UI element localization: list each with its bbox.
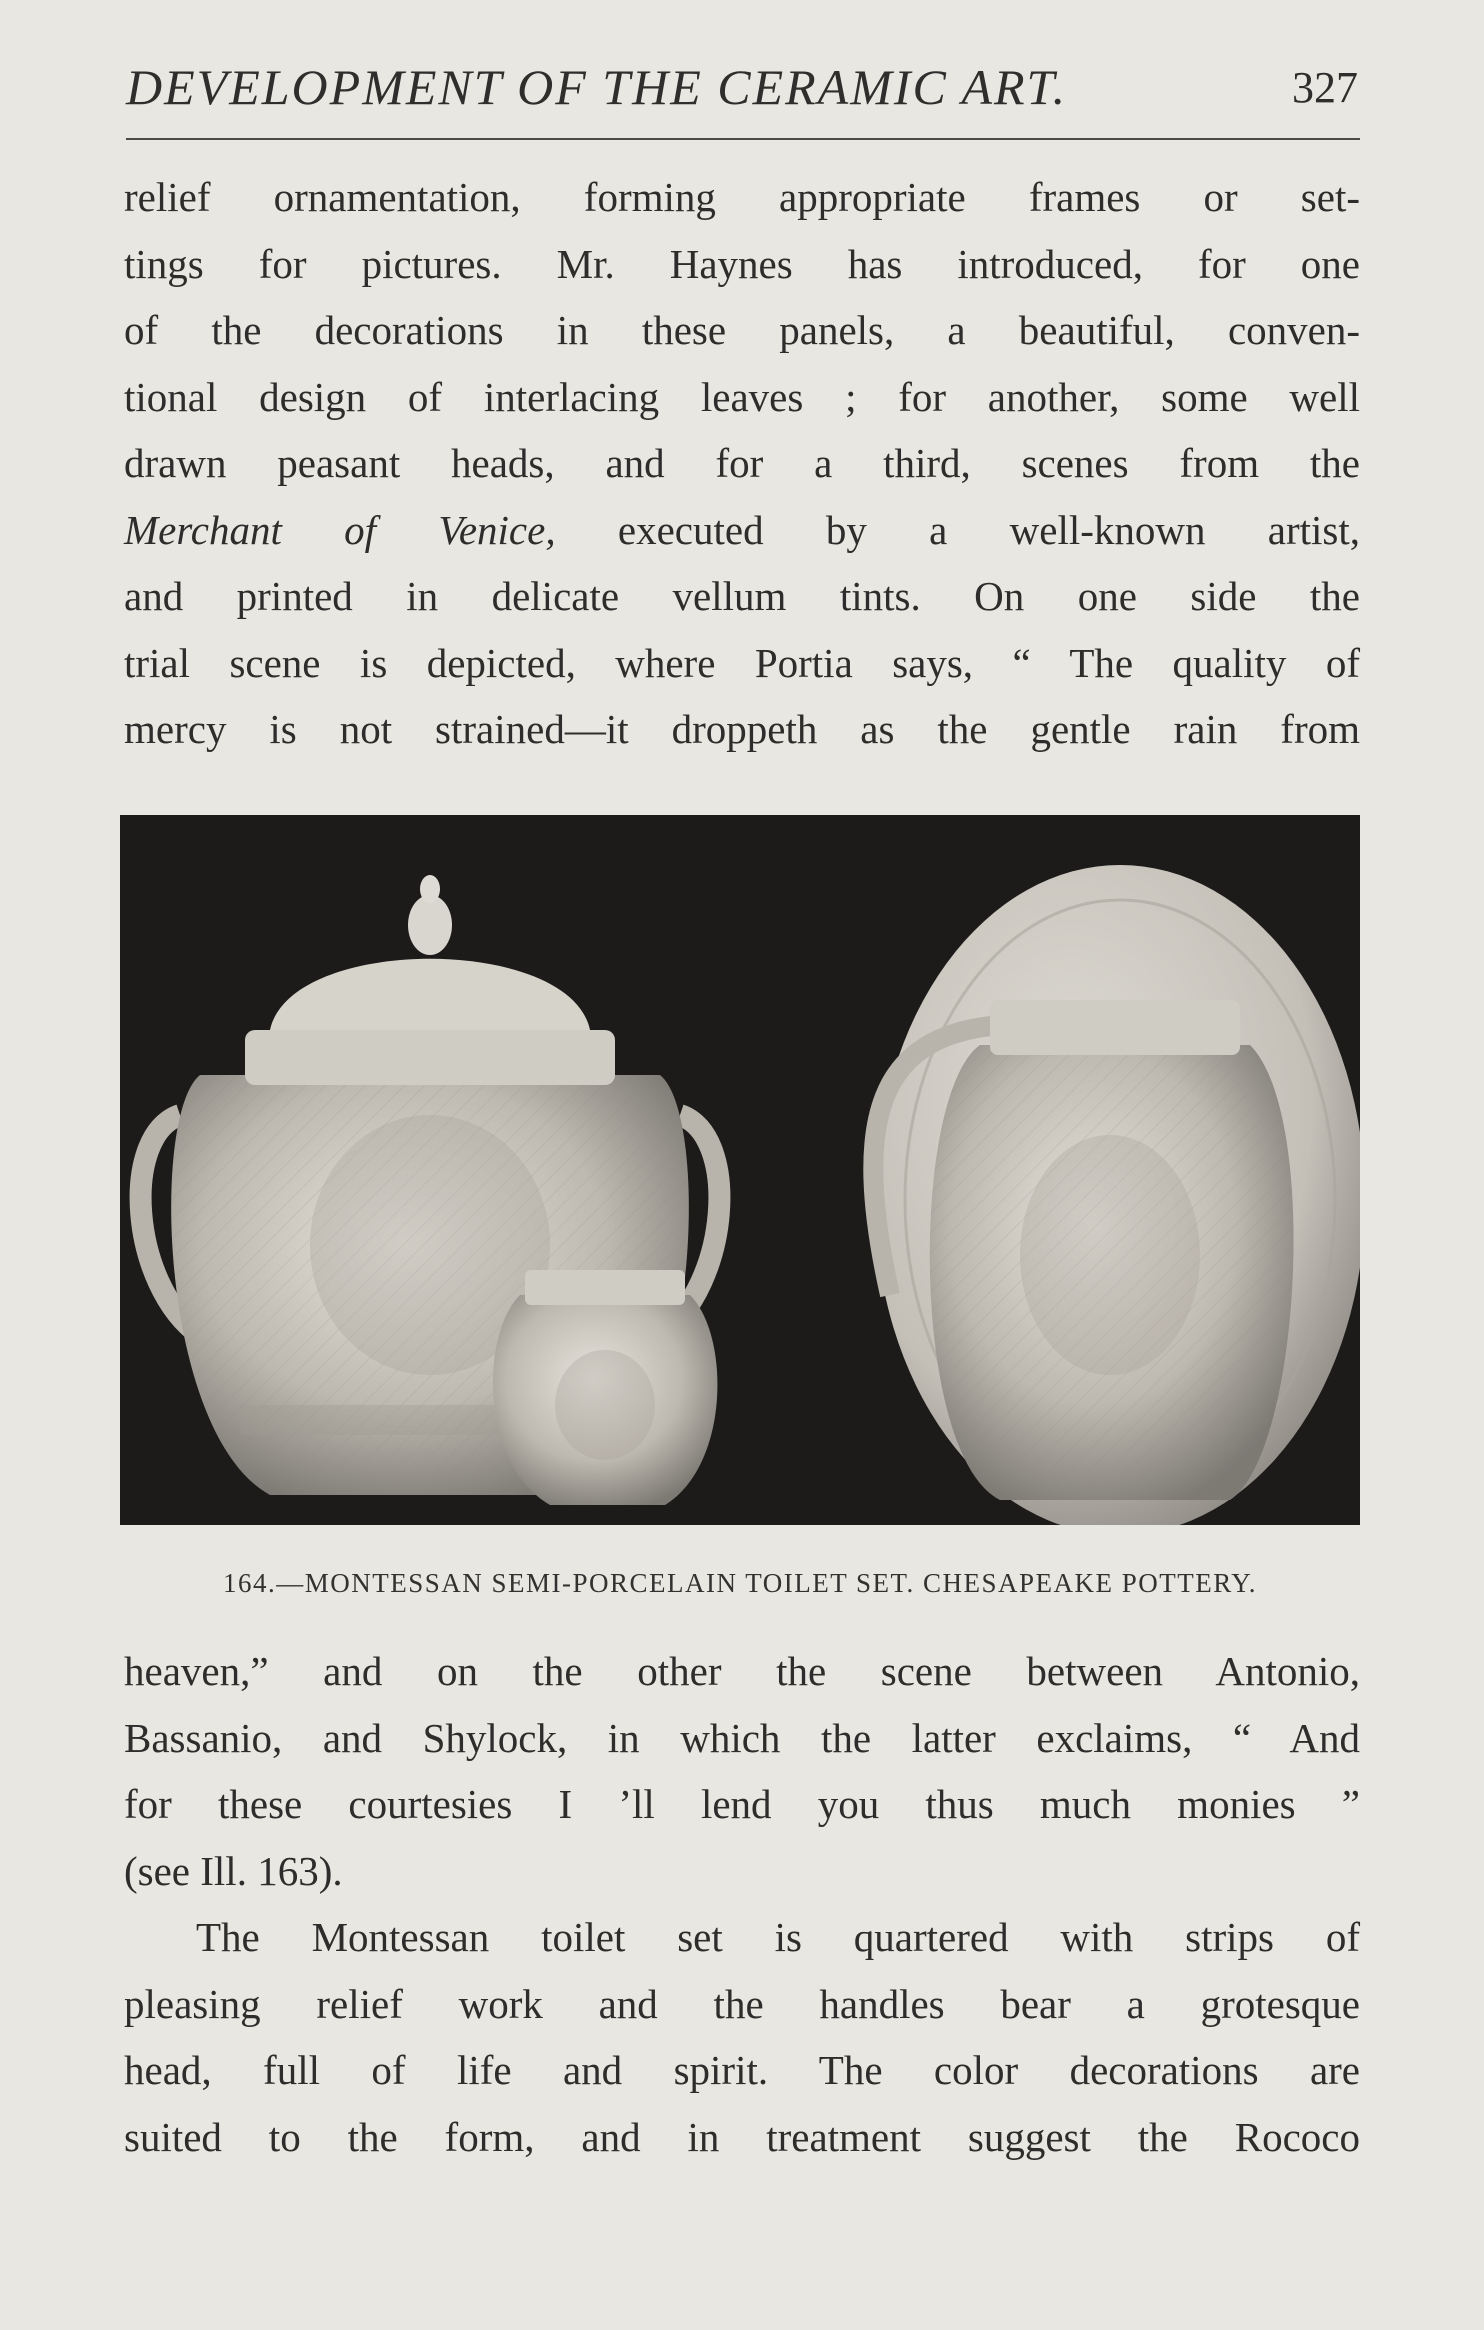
text-fragment: executed by a well-known artist,: [555, 506, 1361, 553]
text-line: and printed in delicate vellum tints. On one side the: [124, 573, 1360, 619]
text-line: of the decorations in these panels, a beautiful, conven-: [124, 307, 1360, 353]
text-line: tional design of interlacing leaves ; for another, some well: [124, 373, 1360, 420]
top-paragraph: [124, 164, 1360, 763]
photograph-illustration: [120, 815, 1360, 1525]
text-line: trial scene is depicted, where Portia says, “ The quality of: [124, 639, 1360, 686]
running-head: [126, 58, 1358, 128]
text-line: The Montessan toilet set is quartered with strips of: [196, 1914, 1360, 1960]
text-line: [124, 497, 1360, 564]
header-rule: [126, 138, 1360, 140]
text-line: Bassanio, and Shylock, in which the latter exclaims, “ And: [124, 1714, 1360, 1761]
text-line: suited to the form, and in treatment suggest the Rococo: [124, 2113, 1360, 2160]
text-line: drawn peasant heads, and for a third, scenes from the: [124, 440, 1360, 486]
small-jar: [493, 1270, 717, 1505]
toilet-set-photograph: [120, 815, 1360, 1525]
text-line: heaven,” and on the other the scene between Antonio,: [124, 1648, 1360, 1694]
text-line: pleasing relief work and the handles bear a grotesque: [124, 1980, 1360, 2027]
bottom-paragraphs: [124, 1638, 1360, 2170]
figure-caption: 164.—MONTESSAN SEMI-PORCELAIN TOILET SET. CHESAPEAKE POTTERY.: [222, 1568, 1258, 1598]
running-title: DEVELOPMENT OF THE CERAMIC ART.: [126, 59, 1068, 115]
text-line: for these courtesies I ’ll lend you thus much monies ”: [124, 1781, 1360, 1827]
text-line: mercy is not strained—it droppeth as the gentle rain from: [124, 706, 1360, 752]
text-line: tings for pictures. Mr. Haynes has introduced, for one: [124, 240, 1360, 287]
text-line: head, full of life and spirit. The color decorations are: [124, 2047, 1360, 2093]
play-title: Merchant of Venice,: [124, 506, 556, 553]
text-line: (see Ill. 163).: [124, 1847, 343, 1894]
text-line: relief ornamentation, forming appropriate frames or set-: [124, 174, 1360, 220]
page-number: 327: [1292, 63, 1358, 112]
